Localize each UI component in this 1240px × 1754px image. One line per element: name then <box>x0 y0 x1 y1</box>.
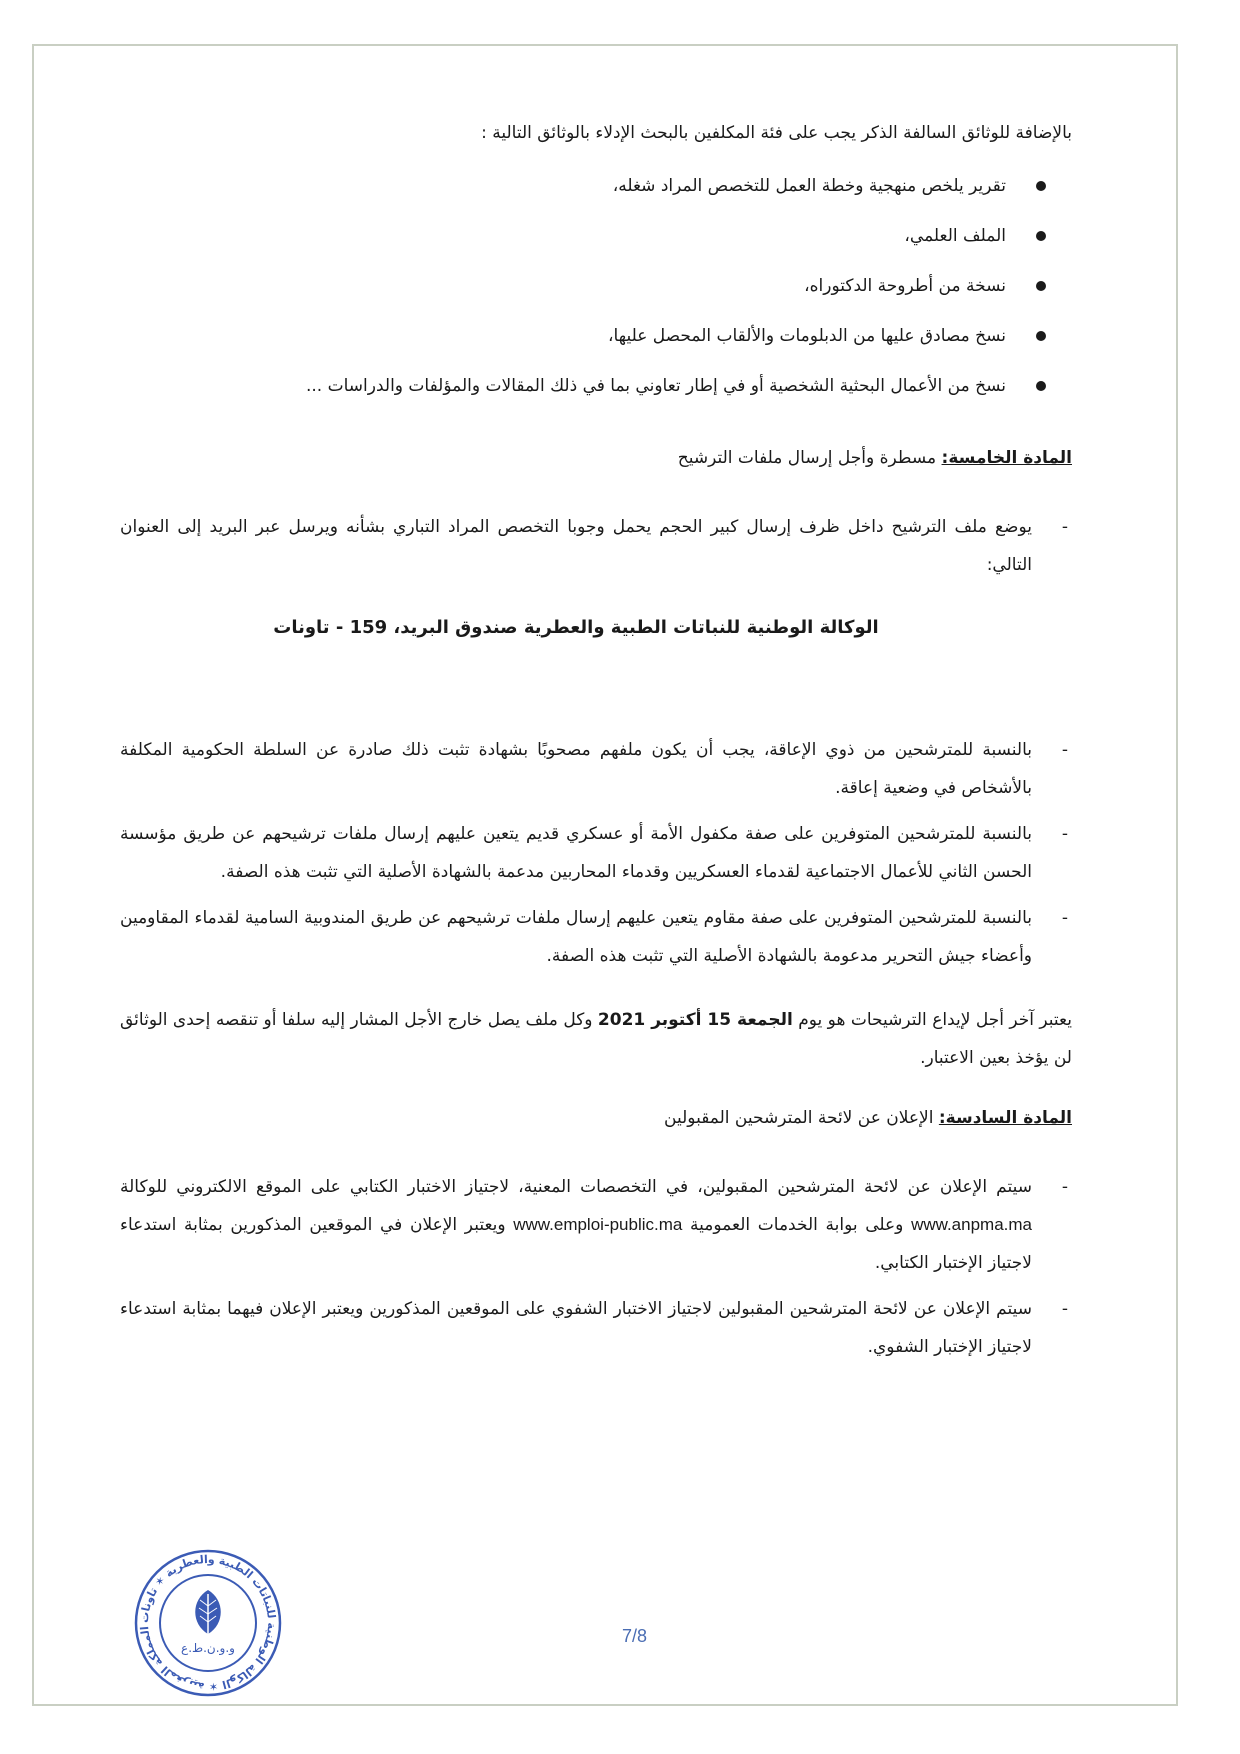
required-documents-list <box>120 161 1072 411</box>
deadline-date: الجمعة 15 أكتوبر 2021 <box>597 1010 793 1031</box>
stamp-center-text: و.و.ن.ط.ع <box>181 1641 235 1655</box>
list-item: نسخ مصادق عليها من الدبلومات والألقاب المحصل عليها، <box>120 311 1046 361</box>
agency-website-link[interactable]: www.anpma.ma <box>911 1215 1032 1235</box>
article-5-title: مسطرة وأجل إرسال ملفات الترشيح <box>677 448 942 469</box>
document-body <box>120 120 1072 1374</box>
list-item: - سيتم الإعلان عن لائحة المترشحين المقبولين لاجتياز الاختبار الشفوي على الموقعين المذكورين ويعتبر الإعلان فيهما بمثابة استدعاء لاجتياز الإختبار الشفوي. <box>120 1290 1072 1366</box>
deadline-text-2: وكل ملف يصل خارج الأجل المشار إليه سلفا أو تنقصه إحدى الوثائق لن يؤخذ بعين الاعتبار. <box>120 1010 1072 1069</box>
list-item: - بالنسبة للمترشحين المتوفرين على صفة مقاوم يتعين عليهم إرسال ملفات ترشيحهم عن طريق المندوبية السامية لقدماء المقاومين وأعضاء جيش التحرير مدعومة بالشهادة الأصلية التي تثبت هذه الصفة. <box>120 899 1072 975</box>
list-item: - بالنسبة للمترشحين من ذوي الإعاقة، يجب أن يكون ملفهم مصحوبًا بشهادة تثبت ذلك صادرة عن السلطة الحكومية المكلفة بالأشخاص في وضعية إعاقة. <box>120 731 1072 807</box>
announcement-text-c: ويعتبر الإعلان في الموقعين المذكورين بمثابة استدعاء لاجتياز الإختبار الكتابي. <box>120 1215 1032 1274</box>
article-6-heading <box>120 1105 1072 1132</box>
page-number: 7/8 <box>622 1626 648 1646</box>
list-item: الملف العلمي، <box>120 211 1046 261</box>
send-instruction-list <box>120 508 1072 584</box>
article-6-title: الإعلان عن لائحة المترشحين المقبولين <box>664 1108 939 1129</box>
announcement-list <box>120 1168 1072 1366</box>
deadline-paragraph <box>120 1001 1072 1077</box>
article-5-heading <box>120 445 1072 472</box>
list-item: - بالنسبة للمترشحين المتوفرين على صفة مكفول الأمة أو عسكري قديم يتعين عليهم إرسال ملفات ترشيحهم عن طريق مؤسسة الحسن الثاني للأعمال الاجتماعية لقدماء العسكريين وقدماء المحاربين مدعمة بالشهادة الأصلية التي تثبت هذه الصفة. <box>120 815 1072 891</box>
announcement-text-b: وعلى بوابة الخدمات العمومية <box>682 1215 912 1236</box>
list-item: نسخة من أطروحة الدكتوراه، <box>120 261 1046 311</box>
list-item <box>120 1168 1072 1282</box>
stamp-outer-text: المملكة المغربية ✶ الوكالة الوطنية للنباتات الطبية والعطرية ✶ تاونات <box>137 1552 279 1694</box>
agency-stamp <box>133 1548 283 1698</box>
article-6-label: المادة السادسة: <box>938 1108 1072 1129</box>
mailing-address: الوكالة الوطنية للنباتات الطبية والعطرية صندوق البريد، 159 - تاونات <box>273 617 879 639</box>
deadline-text-1: يعتبر آخر أجل لإيداع الترشيحات هو يوم <box>792 1010 1072 1031</box>
emploi-public-link[interactable]: www.emploi-public.ma <box>513 1215 683 1235</box>
list-item: نسخ من الأعمال البحثية الشخصية أو في إطار تعاوني بما في ذلك المقالات والمؤلفات والدراسات ... <box>120 361 1046 411</box>
leaf-icon <box>195 1590 221 1634</box>
list-item: تقرير يلخص منهجية وخطة العمل للتخصص المراد شغله، <box>120 161 1046 211</box>
intro-paragraph: بالإضافة للوثائق السالفة الذكر يجب على فئة المكلفين بالبحث الإدلاء بالوثائق التالية : <box>481 123 1072 143</box>
special-cases-list <box>120 731 1072 975</box>
article-5-label: المادة الخامسة: <box>941 448 1072 469</box>
announcement-text-a: سيتم الإعلان عن لائحة المترشحين المقبولين، في التخصصات المعنية، لاجتياز الاختبار الكتابي على الموقع الالكتروني للوكالة <box>120 1177 1032 1198</box>
send-instruction: - يوضع ملف الترشيح داخل ظرف إرسال كبير الحجم يحمل وجوبا التخصص المراد التباري بشأنه ويرسل عبر البريد إلى العنوان التالي: <box>120 508 1072 584</box>
